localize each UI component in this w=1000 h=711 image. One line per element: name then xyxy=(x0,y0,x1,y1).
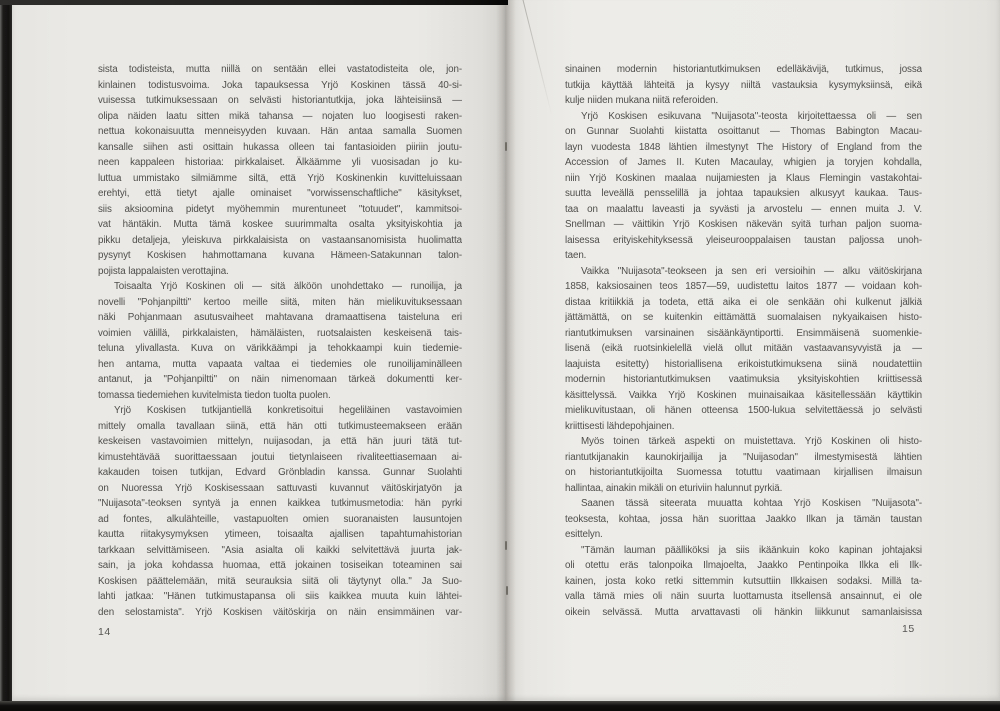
text-line: teluna ylivallasta. Kuva on värikkäämpi ja tehokkaampi kuin tiedemie- xyxy=(98,343,462,354)
text-line: on Gunnar Suolahti kiistatta osoittanut — Thomas Babington Macau- xyxy=(565,126,922,137)
text-line: Yrjö Koskisen esikuvana "Nuijasota"-teosta kirjoitettaessa oli — sen xyxy=(581,110,922,122)
text-line: vat häntäkin. Mutta tämä koskee suurimmalta osalta yksityiskohtia ja xyxy=(98,219,462,230)
text-line: taa on maalattu laveasti ja syvästi ja arvostelu — ennen muita J. V. xyxy=(565,203,922,215)
text-line: teoksesta, kohtaa, jossa hän suorittaa Jaakko Ilkan ja tämän taustan xyxy=(565,513,922,525)
text-line: vuisessa tutkimuksessaan on selvästi historiantutkija, joka lähteisiinsä — xyxy=(98,95,462,106)
text-line: sista todisteista, mutta niillä on sentään ellei vastatodisteita ole, jon- xyxy=(98,64,462,75)
text-line: hen antama, mutta vapaata valtaa ei tiedemies ole runoilijaminälleen xyxy=(98,358,462,370)
page-number-right: 15 xyxy=(902,623,915,635)
text-line: tutkija käyttää lähteitä ja kysyy niiltä vastauksia kysymyksiinsä, eikä xyxy=(565,79,922,91)
text-line: mittely omalla tavallaan siinä, että hän otti tutkimusteemakseen erään xyxy=(98,420,462,432)
page-number-left: 14 xyxy=(98,626,111,638)
text-line: siis aksioomina pidetyt myöhemmin murentuneet "totuudet", kammitsoi- xyxy=(98,203,462,215)
text-line: Snellman — väittikin Yrjö Koskisen näkevän syitä turhan paljon suoma- xyxy=(565,219,922,230)
text-line: voimien välillä, pirkkalaisten, hämäläisten, ruotsalaisten keskeisenä tais- xyxy=(98,327,462,339)
text-line: kriittisesti lähdepohjainen. xyxy=(565,420,675,432)
text-line: kansalle siihen asti osittain hukassa olleen tai fantasioiden piiriin joutu- xyxy=(98,141,462,153)
text-line: kakauden toisen tutkijan, Edvard Grönbladin kanssa. Gunnar Suolahti xyxy=(98,467,462,478)
text-line: kinlainen todistusvoima. Joka tapauksessa Yrjö Koskinen tässä 40-si- xyxy=(98,79,462,91)
scan-edge-bottom xyxy=(0,701,1000,711)
text-line: tomassa tiedemiehen kuvitelmista tiedon tuolta puolen. xyxy=(98,389,331,401)
text-line: pojista lappalaisten verottajina. xyxy=(98,265,229,277)
text-line: lisenä (eikä ruotsinkielellä vielä ollut mitään vastaavansyvyistä ja — xyxy=(565,343,922,354)
text-line: mielikuvitustaan, oli hänen otteensa 1500-lukua selvitettäessä jo selvästi xyxy=(565,405,922,416)
text-line: pysynyt Koskisen hahmottamana kuvana Hämeen-Satakunnan talon- xyxy=(98,250,462,261)
text-line: nettua kokonaisuutta menneisyyden kuvaan. Hän antaa samalla Suomen xyxy=(98,126,462,137)
text-line: riantutkimuksen varsinainen sisäänkäyntiportti. Ensimmäisenä suomenkie- xyxy=(565,327,922,339)
text-line: Myös toinen tärkeä aspekti on muistettava. Yrjö Koskinen oli histo- xyxy=(581,436,922,447)
text-line: ad fontes, alkulähteille, vastapuolten omien suoranaisten lausuntojen xyxy=(98,513,462,525)
text-line: den selostamista". Yrjö Koskisen väitöskirja on näin ensimmäinen var- xyxy=(98,606,462,618)
text-line: keskeisen vastavoimien mittelyn, nuijasodan, ja että hän juuri tätä tut- xyxy=(98,436,462,447)
text-line: esittelyn. xyxy=(565,529,603,540)
text-line: valla tämä mies oli näin suurta luottamusta itsellensä ansainnut, ei ole xyxy=(565,591,922,602)
text-line: novelli "Pohjanpiltti" kertoo meille siitä, miten hän mielikuvituksessaan xyxy=(98,296,462,308)
text-line: olipa näiden laatu sitten mikä tahansa — nojaten luo loogisesti raken- xyxy=(98,110,462,122)
text-line: Saanen tässä siteerata muuatta kohtaa Yrjö Koskisen "Nuijasota"- xyxy=(581,498,922,509)
text-line: pikku detaljeja, yleiskuva pirkkalaisista on vastaansanomisista huolimatta xyxy=(98,234,462,246)
text-line: "Nuijasota"-teoksen syntyä ja ennen kaikkea tutkimusmetodia: hän pyrki xyxy=(98,498,462,509)
text-line: kimustehtävää suorittaessaan joutui tietynlaiseen rivaliteettiasemaan ai- xyxy=(98,451,462,463)
text-line: Accession of James II. Kuten Macaulay, whigien ja toryjen kohdalla, xyxy=(565,157,922,168)
text-line: Toisaalta Yrjö Koskinen oli — sitä älköön unohdettako — runoilija, ja xyxy=(114,281,462,292)
text-line: distaa kritiikkiä ja todeta, että aika ei ole senkään ohi kulkenut jälkiä xyxy=(565,296,922,308)
text-line: kautta riitakysymyksen ytimeen, toisaalta ajallisen tapahtumahistorian xyxy=(98,529,462,540)
text-line: on historiantutkijoilta Suomessa totuttu vaatimaan kirjallisen ilmaisun xyxy=(565,467,922,478)
text-line: laisessa erityiskehityksessä yleiseurooppalaisen taustan paljossa unoh- xyxy=(565,234,922,246)
text-line: käsittelyssä. Vaikka Yrjö Koskinen muinaisaikaa käsitellessään käyttikin xyxy=(565,389,922,401)
text-line: on Nuoressa Yrjö Koskisessaan sattuvasti kuvannut väitöskirjatyön ja xyxy=(98,482,462,494)
text-line: neen kappaleen historiaa: pirkkalaiset. Älkäämme yli vuosisadan jo ku- xyxy=(98,157,462,168)
text-line: oli otettu eräs talonpoika Ilmajoelta, Jaakko Pentinpoika Ilkka eli Ilk- xyxy=(565,560,922,571)
text-line: Yrjö Koskisen tutkijantiellä konkretisoitui hegeliläinen vastavoimien xyxy=(114,405,462,416)
spine-stitch xyxy=(505,541,507,550)
text-line: riantutkijanakin kaunokirjailija ja "Nuijasodan" ilmestymisestä lähtien xyxy=(565,451,922,463)
text-line: Koskisen päättelemään, mitä seurauksia siitä oli täytynyt olla." Ja Suo- xyxy=(98,575,462,587)
text-line: jättämättä, on se kuitenkin eittämättä suomalaisen nykyaikaisen histo- xyxy=(565,312,922,323)
text-line: antanut, ja "Pohjanpiltti" on näin nimenomaan tärkeä dokumentti ker- xyxy=(98,374,462,385)
book-spine xyxy=(496,0,516,701)
text-line: kulje niiden mukana niitä referoiden. xyxy=(565,95,719,106)
text-line: kainen, josta koko retki sittemmin kutsuttiin Ilkkaisen sodaksi. Millä ta- xyxy=(565,575,922,587)
text-line: 1858, kaksiosainen teos 1857—59, uudistettu laitos 1877 — voidaan koh- xyxy=(565,281,922,292)
text-line: laajuista esitetty) historiallisena erikoistutkimuksena siinä noudatettiin xyxy=(565,358,922,370)
text-line: Vaikka "Nuijasota"-teokseen ja sen eri versioihin — alku väitöskirjana xyxy=(581,265,922,277)
text-line: sinainen modernin historiantutkimuksen edelläkävijä, tutkimus, jossa xyxy=(565,64,922,75)
text-line: lahti jatkaa: "Hänen tutkimustapansa oli siis kaikkea muuta kuin lähtei- xyxy=(98,591,462,602)
text-line: tarkkaan selvittämiseen. "Asia asialta oli kaikki selvitettävä juurta jak- xyxy=(98,544,462,556)
right-page-text xyxy=(565,62,922,624)
text-line: modernin historiantutkimuksen vaatimuksia yksityiskohtien kriittisessä xyxy=(565,374,922,385)
text-line: näki Pohjanmaan asutusvaiheet mahtavana dramaattisena taisteluna eri xyxy=(98,312,462,323)
text-line: niin Yrjö Koskinen maalaa nuijamiesten ja Klaus Flemingin vastakohtai- xyxy=(565,172,922,184)
spine-stitch xyxy=(505,142,507,151)
text-line: "Tämän lauman päälliköksi ja siis ikäänkuin koko kapinan johtajaksi xyxy=(581,544,922,556)
left-page-text xyxy=(98,62,462,624)
text-line: layn vuodesta 1848 lähtien ilmestynyt The History of England from the xyxy=(565,141,922,153)
text-line: oikein selvässä. Mutta arvattavasti oli hänkin liikkunut samanlaisissa xyxy=(565,606,922,618)
scan-edge-top xyxy=(0,0,508,5)
text-line: suutta leveällä pensselillä ja johtaa tapauksien alkusyyt kaukaa. Taus- xyxy=(565,188,922,199)
text-line: sain, ja joka kohdassa huomaa, että jokainen tosiseikan toteaminen sai xyxy=(98,560,462,571)
text-line: taen. xyxy=(565,250,587,261)
spine-stitch xyxy=(506,586,508,595)
text-line: luttua ummistako silmiämme siltä, että Yrjö Koskinenkin kuvitteluissaan xyxy=(98,172,462,184)
text-line: hallintaa, ainakin mikäli on eturiviin halunnut pyrkiä. xyxy=(565,482,783,494)
scan-edge-left xyxy=(0,0,12,711)
text-line: erehtyi, että tietyt ajalle ominaiset "vorwissenschaftliche" käsitykset, xyxy=(98,188,462,199)
